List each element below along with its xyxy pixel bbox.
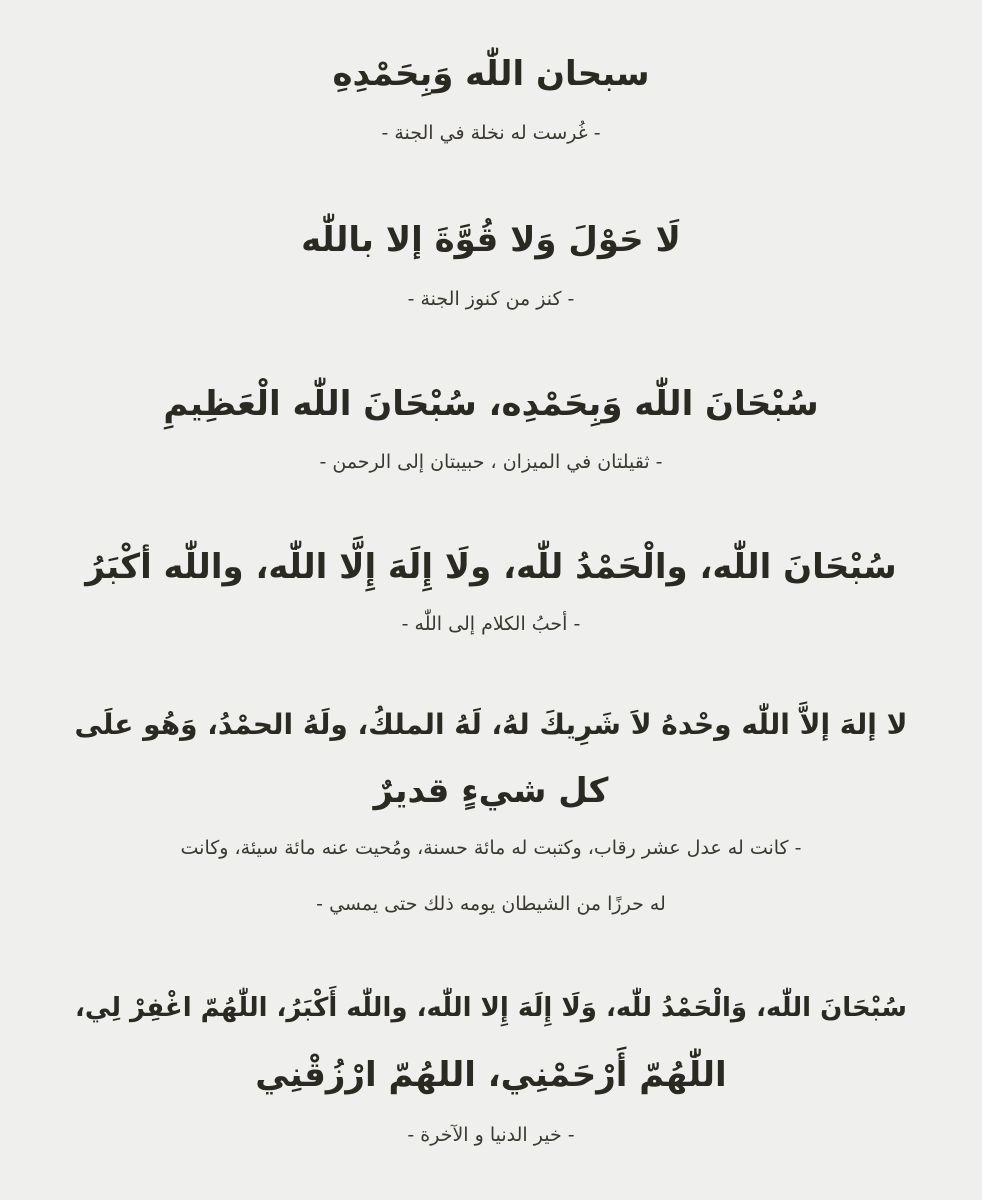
dhikr-text: سُبْحَانَ اللّٰه وَبِحَمْدِه، سُبْحَانَ اللّٰه الْعَظِيمِ — [163, 384, 819, 424]
dhikr-text: سبحان اللّٰه وَبِحَمْدِهِ — [332, 54, 650, 94]
virtue-text: - كنز من كنوز الجنة - — [407, 288, 575, 310]
dhikr-text-line: لا إلهَ إلاَّ اللّٰه وحْدهُ لاَ شَرِيكَ لهُ، لَهُ الملكُ، ولَهُ الحمْدُ، وَهُو علَى — [74, 708, 908, 741]
virtue-text-line: - كانت له عدل عشر رقاب، وكتبت له مائة حسنة، ومُحيت عنه مائة سيئة، وكانت — [180, 837, 802, 859]
dhikr-text: سُبْحَانَ اللّٰه، والْحَمْدُ للّٰه، ولَا إِلَهَ إِلَّا اللّٰه، واللّٰه أكْبَرُ — [85, 547, 897, 587]
dhikr-text: لَا حَوْلَ وَلا قُوَّةَ إلا باللّٰه — [301, 220, 681, 260]
dhikr-text-line: كل شيءٍ قديرٌ — [373, 771, 609, 811]
virtue-text: - خير الدنيا و الآخرة - — [407, 1124, 575, 1146]
virtue-text: - أحبُ الكلام إلى اللّٰه - — [401, 613, 581, 635]
dhikr-text-line: اللّٰهُمّ أَرْحَمْنِي، اللهُمّ ارْزُقْنِي — [255, 1055, 727, 1095]
dhikr-text-line: سُبْحَانَ اللّٰه، وَالْحَمْدُ للّٰه، وَلَا إِلَهَ إِلا اللّٰه، واللّٰه أَكْبَرُ، اللّٰهُمّ اغْفِرْ لِي، — [75, 993, 907, 1023]
virtue-text: - غُرست له نخلة في الجنة - — [381, 122, 601, 144]
virtue-text: - ثقيلتان في الميزان ، حبيبتان إلى الرحمن - — [319, 451, 663, 473]
virtue-text-line: له حرزًا من الشيطان يومه ذلك حتى يمسي - — [316, 893, 666, 915]
